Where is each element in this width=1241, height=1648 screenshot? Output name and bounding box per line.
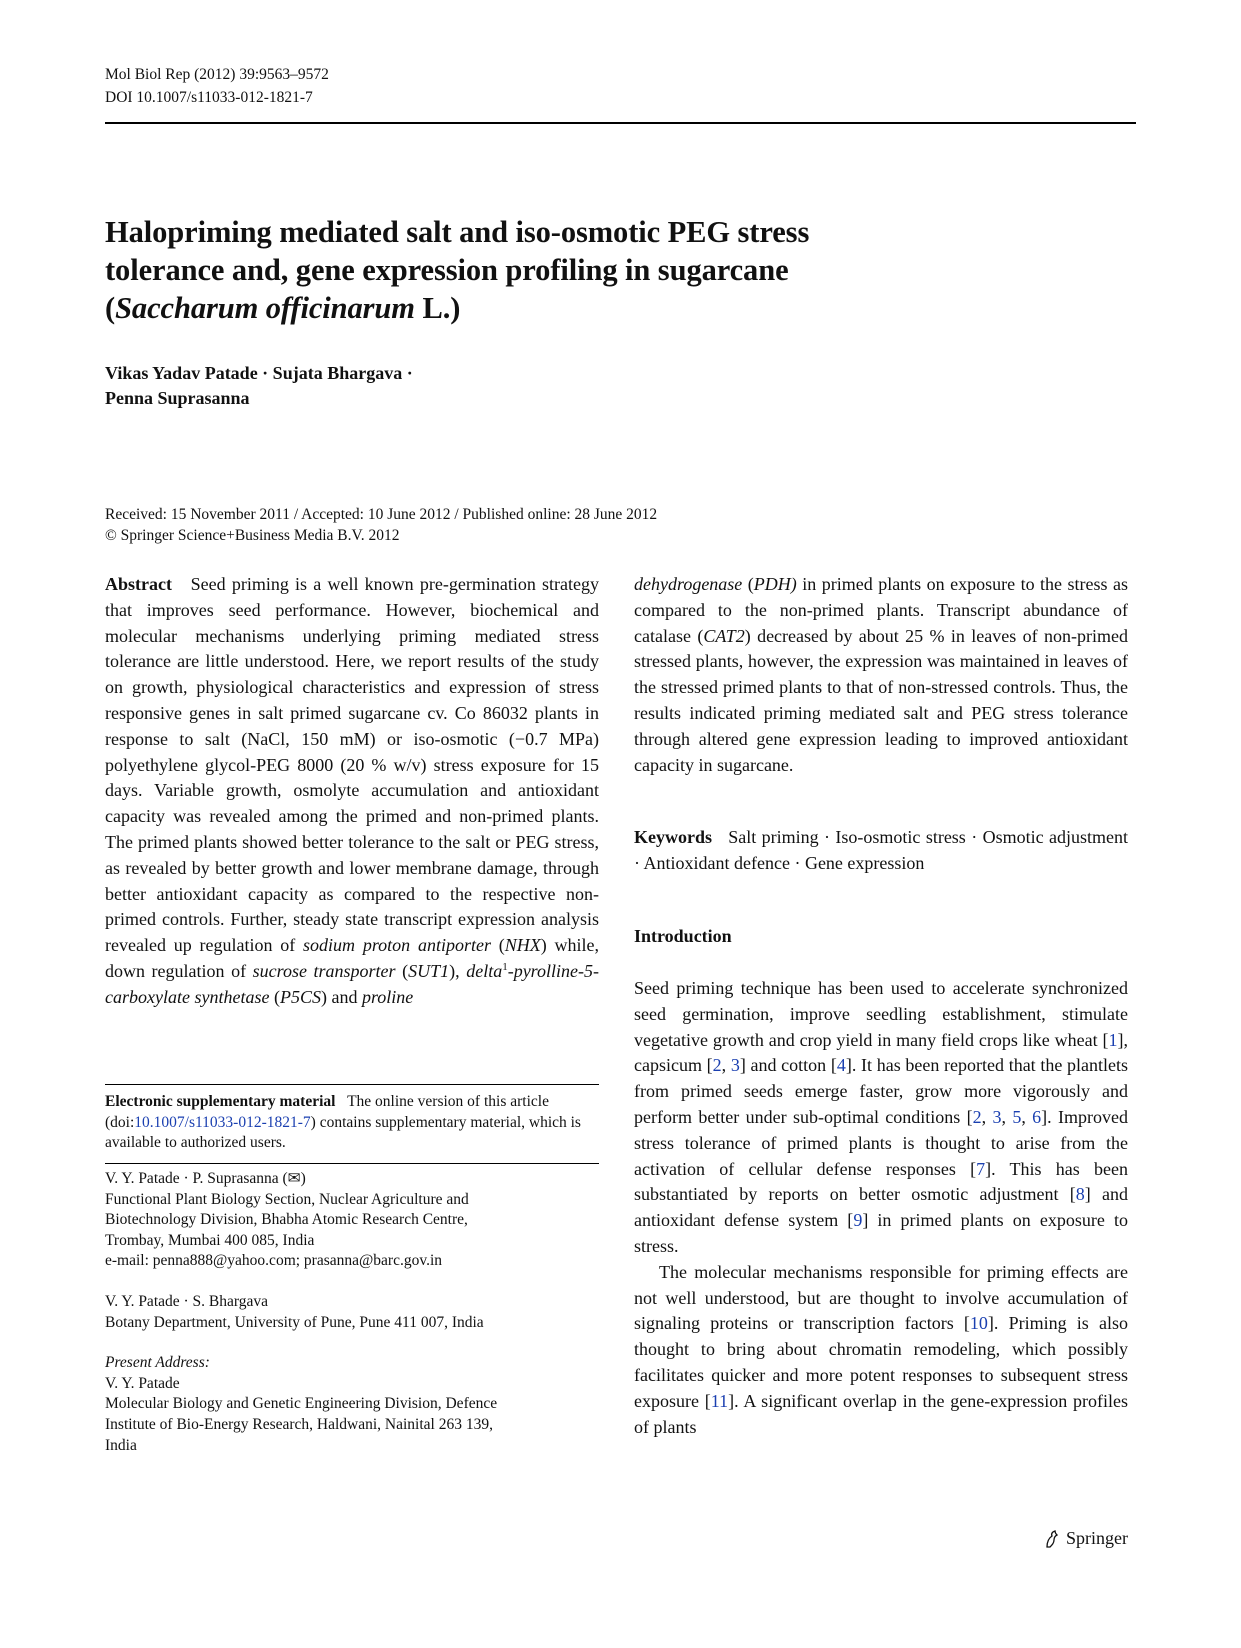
authors-line-1: Vikas Yadav Patade · Sujata Bhargava · xyxy=(105,363,413,383)
springer-horse-icon xyxy=(1042,1529,1062,1549)
ref-link[interactable]: 9 xyxy=(853,1210,863,1231)
copyright-line: © Springer Science+Business Media B.V. 2012 xyxy=(105,527,400,544)
abstract-block xyxy=(105,572,599,1011)
species-name: Saccharum officinarum xyxy=(115,291,415,325)
introduction-body xyxy=(634,976,1128,1440)
introduction-heading: Introduction xyxy=(634,926,732,946)
intro-paragraph-2: The molecular mechanisms responsible for priming effects are not well understood, but are thought to involve accumulation of signaling proteins or transcription factors [10]. Priming is also thought to bring about chromatin remodeling, which possibly facilitates quicker and more potent responses to subsequent stress exposure [11]. A significant overlap in the gene-expression profiles of plants xyxy=(634,1261,1128,1437)
article-title xyxy=(105,213,1005,327)
journal-citation: Mol Biol Rep (2012) 39:9563–9572 xyxy=(105,66,329,83)
ref-link[interactable]: 11 xyxy=(710,1390,729,1411)
ref-link[interactable]: 8 xyxy=(1075,1184,1085,1205)
affiliation-1-names: V. Y. Patade · P. Suprasanna (✉) xyxy=(105,1170,306,1187)
supplementary-label: Electronic supplementary material xyxy=(105,1093,336,1110)
received-dates: Received: 15 November 2011 / Accepted: 10 June 2012 / Published online: 28 June 2012 xyxy=(105,506,658,523)
abstract-label: Abstract xyxy=(105,574,172,594)
ref-link[interactable]: 10 xyxy=(969,1313,988,1334)
abstract-paragraph: Abstract Seed priming is a well known pre-germination strategy that improves seed performance. However, biochemical and molecular mechanisms underlying priming mediated stress tolerance are little understood. Here, we report results of the study on growth, physiological characteristics and expression of stress responsive genes in salt primed sugarcane cv. Co 86032 plants in response to salt (NaCl, 150 mM) or iso-osmotic (−0.7 MPa) polyethylene glycol-PEG 8000 (20 % w/v) stress exposure for 15 days. Variable growth, osmolyte accumulation and antioxidant capacity was revealed among the primed and non-primed plants. The primed plants showed better tolerance to the salt or PEG stress, as revealed by better growth and lower membrane damage, through better antioxidant capacity as compared to the respective non-primed controls. Further, steady state transcript expression analysis revealed up regulation of sodium proton antiporter (NHX) while, down regulation of sucrose transporter (SUT1), delta$^1$-pyrolline-5-carboxylate synthetase (P5CS) and proline xyxy=(105,574,600,1007)
supplementary-doi-link[interactable]: 10.1007/s11033-012-1821-7 xyxy=(134,1113,311,1131)
header-rule xyxy=(105,122,1136,124)
publisher-name: Springer xyxy=(1066,1528,1128,1548)
ref-link[interactable]: 3 xyxy=(992,1106,1002,1127)
affiliation-rule xyxy=(105,1163,599,1164)
title-line-1: Halopriming mediated salt and iso-osmotic PEG stress xyxy=(105,215,810,249)
ref-link[interactable]: 2 xyxy=(712,1055,722,1076)
ref-link[interactable]: 3 xyxy=(730,1055,740,1076)
abstract-continuation: dehydrogenase (PDH) in primed plants on exposure to the stress as compared to the non-primed plants. Transcript abundance of catalase (CAT2) decreased by about 25 % in leaves of non-primed stressed plants, however, the expression was maintained in leaves of the stressed primed plants to that of non-stressed controls. Thus, the results indicated priming mediated salt and PEG stress tolerance through altered gene expression leading to improved antioxidant capacity in sugarcane. xyxy=(634,574,1129,775)
keywords-list: Salt priming · Iso-osmotic stress · Osmotic adjustment · Antioxidant defence · Gene expression xyxy=(634,827,1129,873)
keywords-label: Keywords xyxy=(634,827,712,847)
ref-link[interactable]: 4 xyxy=(836,1055,846,1076)
ref-link[interactable]: 7 xyxy=(976,1158,986,1179)
affiliation-2-names: V. Y. Patade · S. Bhargava xyxy=(105,1292,269,1310)
footnote-rule xyxy=(105,1084,599,1085)
ref-link[interactable]: 1 xyxy=(1108,1029,1118,1050)
ref-link[interactable]: 6 xyxy=(1032,1106,1042,1127)
title-line-2: tolerance and, gene expression profiling in sugarcane xyxy=(105,253,789,287)
doi-line: DOI 10.1007/s11033-012-1821-7 xyxy=(105,89,313,106)
supplementary-note: Electronic supplementary material The online version of this article (doi:10.1007/s11033-012-1821-7) contains supplementary material, which is available to authorized users. xyxy=(105,1093,581,1152)
authors-line-2: Penna Suprasanna xyxy=(105,388,250,408)
corresponding-email: e-mail: penna888@yahoo.com; prasanna@barc.gov.in xyxy=(105,1252,443,1270)
affiliations-block: V. Y. Patade · P. Suprasanna (✉) Functional Plant Biology Section, Nuclear Agriculture and Biotechnology Division, Bhabha Atomic Research Centre, Trombay, Mumbai 400 085, India e-mail: penna888@yahoo.com; prasanna@barc.gov.in V. Y. Patade · S. Bhargava Botany Department, University of Pune, Pune 411 007, India Present Address: V. Y. Patade Molecular Biology and Genetic Engineering Division, Defence Institute of Bio-Energy Research, Haldwani, Nainital 263 139, India xyxy=(105,1169,599,1456)
publication-dates xyxy=(105,504,1005,546)
intro-paragraph-1: Seed priming technique has been used to accelerate synchronized seed germination, improve seedling establishment, stimulate vegetative growth and crop yield in many field crops like wheat [1], capsicum [2, 3] and cotton [4]. It has been reported that the plantlets from primed seeds emerge faster, grow more vigorously and perform better under sub-optimal conditions [2, 3, 5, 6]. Improved stress tolerance of primed plants is thought to arise from the activation of cellular defense responses [7]. This has been substantiated by reports on better osmotic adjustment [8] and antioxidant defense system [9] in primed plants on exposure to stress. xyxy=(634,978,1129,1256)
keywords-block xyxy=(634,825,1128,877)
ref-link[interactable]: 2 xyxy=(972,1106,982,1127)
present-address-label: Present Address: xyxy=(105,1354,210,1372)
publisher-logo xyxy=(1042,1528,1128,1549)
ref-link[interactable]: 5 xyxy=(1012,1106,1022,1127)
title-line-3: (Saccharum officinarum L.) xyxy=(105,291,461,325)
author-list xyxy=(105,361,805,411)
